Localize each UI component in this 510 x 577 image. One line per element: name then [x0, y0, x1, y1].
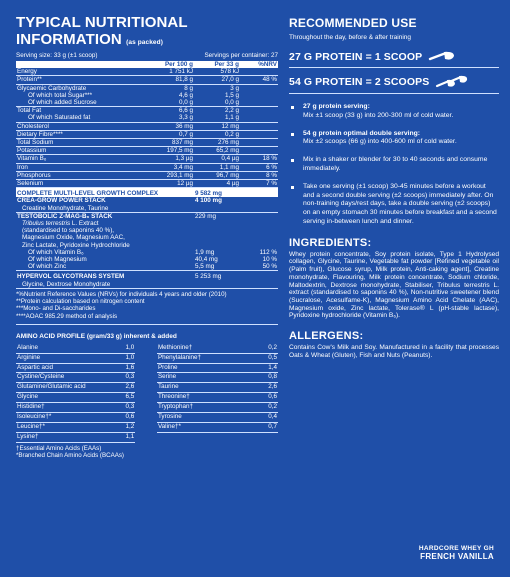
amino-row: Leucine†* 1,2 Valine†* 0,7 — [16, 422, 278, 432]
amino-table — [16, 344, 278, 443]
nutrition-header-row: Per 100 g Per 33 g %NRV — [16, 61, 278, 68]
serving-info — [16, 52, 278, 59]
usage-subtitle: Throughout the day, before & after training — [289, 34, 412, 41]
divider — [16, 324, 278, 325]
nutrition-row: Of which total Sugar*** 4,6 g 1,5 g — [28, 91, 239, 99]
usage-bullet: 27 g protein serving: Mix ±1 scoop (33 g) into 200-300 ml of cold water. — [289, 103, 499, 121]
nutrition-panel — [16, 14, 278, 459]
amino-row: Aspartic acid 1,6 Proline 1,4 — [16, 363, 278, 373]
nutrition-row: Vitamin B₆ 1,3 µg 0,4 µg 18 % — [17, 155, 277, 163]
flavour-name: FRENCH VANILLA — [420, 552, 494, 561]
nutrition-notes: *%Nutrient Reference Values (NRVs) for individuals 4 years and older (2010) **Protein calculation based on nitrogen content ***Mono- and Di-saccharides ****AOAC 985.29 method of analysis — [16, 290, 227, 320]
amino-notes: †Essential Amino Acids (EAAs) *Branched Chain Amino Acids (BCAAs) — [16, 444, 124, 460]
nutrition-row: Total Sodium 837 mg 276 mg — [16, 139, 278, 147]
brand-block — [419, 545, 494, 561]
allergens-title: ALLERGENS: — [289, 330, 364, 343]
nutrition-row: Potassium 197,5 mg 65,2 mg — [16, 147, 278, 155]
nutrition-row: Cholesterol 36 mg 12 mg — [16, 122, 278, 130]
usage-bullet: 54 g protein optimal double serving: Mix ±2 scoops (66 g) into 400-600 ml of cold water. — [289, 130, 499, 148]
amino-acid-profile — [16, 333, 278, 460]
usage-bullet: Take one serving (±1 scoop) 30-45 minutes before a workout and a second double serving (±2 scoops) immediately after. On non-training days/rest days, take a double serving (±2 scoops) on an empty stomach 30 minutes before breakfast and a second serving in-between lunch and dinner. — [289, 183, 499, 227]
testo-sub-row: Of which Magnesium 40,4 mg 10 % — [28, 256, 277, 264]
nutrition-row: Total Fat 6,6 g 2,2 g — [17, 107, 239, 115]
serving-size: Serving size: 33 g (±1 scoop) — [16, 52, 98, 59]
two-scoops-line: 54 G PROTEIN = 2 SCOOPS — [289, 74, 499, 90]
ingredients-title: INGREDIENTS: — [289, 236, 372, 249]
usage-bullet: Mix in a shaker or blender for 30 to 40 seconds and consume immediately. — [289, 156, 499, 174]
amino-row: Histidine† 0,3 Tryptophan† 0,2 — [16, 403, 278, 413]
complex-row: COMPLETE MULTI-LEVEL GROWTH COMPLEX 9 582 mg — [16, 188, 278, 198]
usage-title: RECOMMENDED USE — [289, 16, 417, 30]
hyper-row: HYPERVOL GLYCOTRANS SYSTEM 5 253 mg — [17, 273, 222, 281]
testo-row: TESTOBOLIC Z-MAG-B₆ STACK 229 mg — [17, 212, 217, 220]
amino-row: Glutamine/Glutamic acid 2,6 Taurine 2,6 — [16, 383, 278, 393]
testo-sub-row: Of which Zinc 5,5 mg 50 % — [16, 263, 278, 271]
amino-row: Alanine 1,0 Methionine† 0,2 — [16, 344, 278, 353]
amino-row: Arginine 1,0 Phenylalanine† 0,5 — [16, 353, 278, 363]
nutrition-row: Selenium 12 µg 4 µg 7 % — [17, 180, 277, 188]
amino-row: Cystine/Cysteine 0,3 Serine 0,8 — [16, 373, 278, 383]
scoop-icon — [428, 50, 456, 64]
nutrition-row: Energy 1 751 kJ 578 kJ — [16, 68, 278, 76]
nutrition-row: Iron 3,4 mg 1,1 mg 6 % — [17, 163, 277, 171]
amino-row: Lysine† 1,1 — [16, 432, 278, 442]
amino-row: Isoleucine†* 0,6 Tyrosine 0,4 — [16, 413, 278, 423]
amino-title: AMINO ACID PROFILE (gram/33 g) inherent & added — [16, 332, 177, 340]
nutrition-row: Of which added Sucrose 0,0 g 0,0 g — [16, 99, 278, 107]
usage-bullets — [289, 103, 499, 227]
nutrition-row: Phosphorus 293,1 mg 96,7 mg 8 % — [17, 171, 277, 179]
crea-row: CREA-GROW POWER STACK 4 100 mg — [17, 197, 222, 205]
one-scoop-line: 27 G PROTEIN = 1 SCOOP — [289, 50, 499, 64]
servings-per-container: Servings per container: 27 — [204, 52, 278, 59]
crea-sub-row: Creatine Monohydrate, Taurine — [16, 205, 278, 213]
amino-row: Glycine 6,5 Threonine† 0,6 — [16, 393, 278, 403]
ingredients-text: Whey protein concentrate, Soy protein isolate, Type 1 Hydrolysed collagen, Glycine, Taurine, Vegetable fat powder [Refined vegetable oil (Palm fruit), Glucose syrup, Milk protein, Anti-caking agent], Creatine monohydrate, Flavouring, Milk protein concentrate, Sodium chloride, Maltodextrin, Dextrose monohydrate, Stabiliser, Tribulus terrestris L. extract (standardised to saponins 40 %), Non-nutritive sweetener blend (Sucralose, Acesulfame-K), Magnesium Amino Acid Chelate (AAC), Magnesium oxide, Zinc lactate, Tolerase® L (pH-stable lactase), Pyridoxine hydrochloride (Vitamin B₆). — [289, 250, 499, 320]
nutrition-row: Of which Saturated fat 3,3 g 1,1 g — [16, 114, 278, 122]
two-scoops-icon — [435, 74, 469, 90]
testo-sub-row: Of which Vitamin B₆ 1,9 mg 112 % — [28, 248, 277, 256]
nutrition-row: Protein** 81,8 g 27,0 g 48 % — [17, 76, 277, 84]
nutrition-title: TYPICAL NUTRITIONAL INFORMATION (as packed) — [16, 14, 188, 48]
usage-panel — [289, 16, 499, 360]
nutrition-table: Per 100 g Per 33 g %NRV Energy 1 751 kJ 578 kJ Protein** 81,8 g 27,0 g 48 % Glycaemic Carbohydrate 8 g 3 g Of which total Sugar*** 4,6 g 1,5 g Of which added Sucrose 0,0 g 0,0 g Total Fat 6,6 g 2,2 g Of which Saturated fat 3,3 g 1,1 g Cholesterol 36 mg 12 mg Dietary Fibre**** 0,7 g 0,2 g Total Sodium 837 mg 276 mg Potassium 197,5 mg 65,2 mg Vitamin B₆ 1,3 µg 0,4 µg 18 % Iron 3,4 mg 1,1 mg 6 % Phosphorus 293,1 mg 96,7 mg 8 % Selenium 12 µg 4 µg 7 % COMPLETE MULTI-LEVEL GROWTH COMPLEX 9 582 mg CREA-GROW POWER STACK 4 100 mg Creatine Monohydrate, Taurine TESTOBOLIC Z-MAG-B₆ STACK 229 mg Tribulus terrestris L. Extract (standardised to saponins 40 %), Magnesium Oxide, Magnesium AAC, Zinc Lactate, Pyridoxine Hydrochloride Of which Vitamin B₆ 1,9 mg 112 % Of which Magnesium 40,4 mg 10 % Of which Zinc 5,5 mg 50 % HYPERVOL GLYCOTRANS SYSTEM 5 253 mg Glycine, Dextrose Monohydrate — [17, 61, 277, 288]
nutrition-row: Glycaemic Carbohydrate 8 g 3 g — [17, 84, 239, 92]
product-name: HARDCORE WHEY GH — [418, 545, 494, 552]
nutrition-row: Dietary Fibre**** 0,7 g 0,2 g — [16, 130, 278, 138]
allergens-text: Contains Cow's Milk and Soy. Manufactured in a facility that processes Oats & Wheat (Gluten), Fish and Nuts (Peanuts). — [289, 344, 499, 359]
